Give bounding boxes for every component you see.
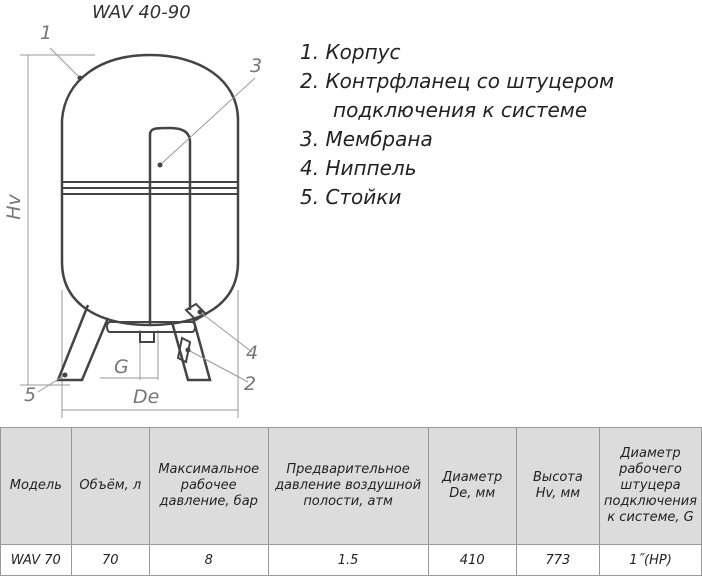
cell-max-pressure: 8 — [149, 545, 268, 576]
parts-legend — [300, 38, 614, 212]
header-max-pressure: Максимальное рабочее давление, бар — [149, 428, 268, 545]
header-height: Высота Hv, мм — [516, 428, 599, 545]
cell-pre-pressure: 1.5 — [268, 545, 428, 576]
table-row — [1, 545, 702, 576]
callout-5: 5 — [24, 384, 37, 406]
cell-model: WAV 70 — [1, 545, 72, 576]
legend-item: 2. Контрфланец со штуцером — [300, 69, 615, 93]
model-title: WAV 40-90 — [92, 2, 191, 23]
legend-item: 1. Корпус — [300, 40, 401, 64]
header-diameter: Диаметр De, мм — [428, 428, 516, 545]
cell-height: 773 — [516, 545, 599, 576]
legend-item: 4. Ниппель — [300, 156, 417, 180]
callout-4: 4 — [246, 342, 259, 364]
callout-1: 1 — [40, 22, 53, 44]
legend-item: 3. Мембрана — [300, 127, 433, 151]
spec-table — [0, 427, 702, 576]
leg-right — [172, 318, 210, 380]
legend-item: подключения к системе — [333, 98, 588, 122]
cell-connection: 1˝(НР) — [600, 545, 702, 576]
de-dimension-label: De — [133, 386, 160, 408]
header-pre-pressure: Предварительное давление воздушной полости, атм — [268, 428, 428, 545]
cell-diameter: 410 — [428, 545, 516, 576]
membrane — [150, 128, 190, 325]
legend-item: 5. Стойки — [300, 185, 402, 209]
header-model: Модель — [1, 428, 72, 545]
g-dimension-label: G — [114, 356, 129, 378]
callout-3: 3 — [250, 55, 263, 77]
hv-dimension-label: Hv — [2, 194, 25, 220]
table-header-row — [1, 428, 702, 545]
cell-volume: 70 — [71, 545, 149, 576]
header-volume: Объём, л — [71, 428, 149, 545]
callout-2: 2 — [244, 373, 257, 395]
header-connection: Диаметр рабочего штуцера подключения к системе, G — [600, 428, 702, 545]
